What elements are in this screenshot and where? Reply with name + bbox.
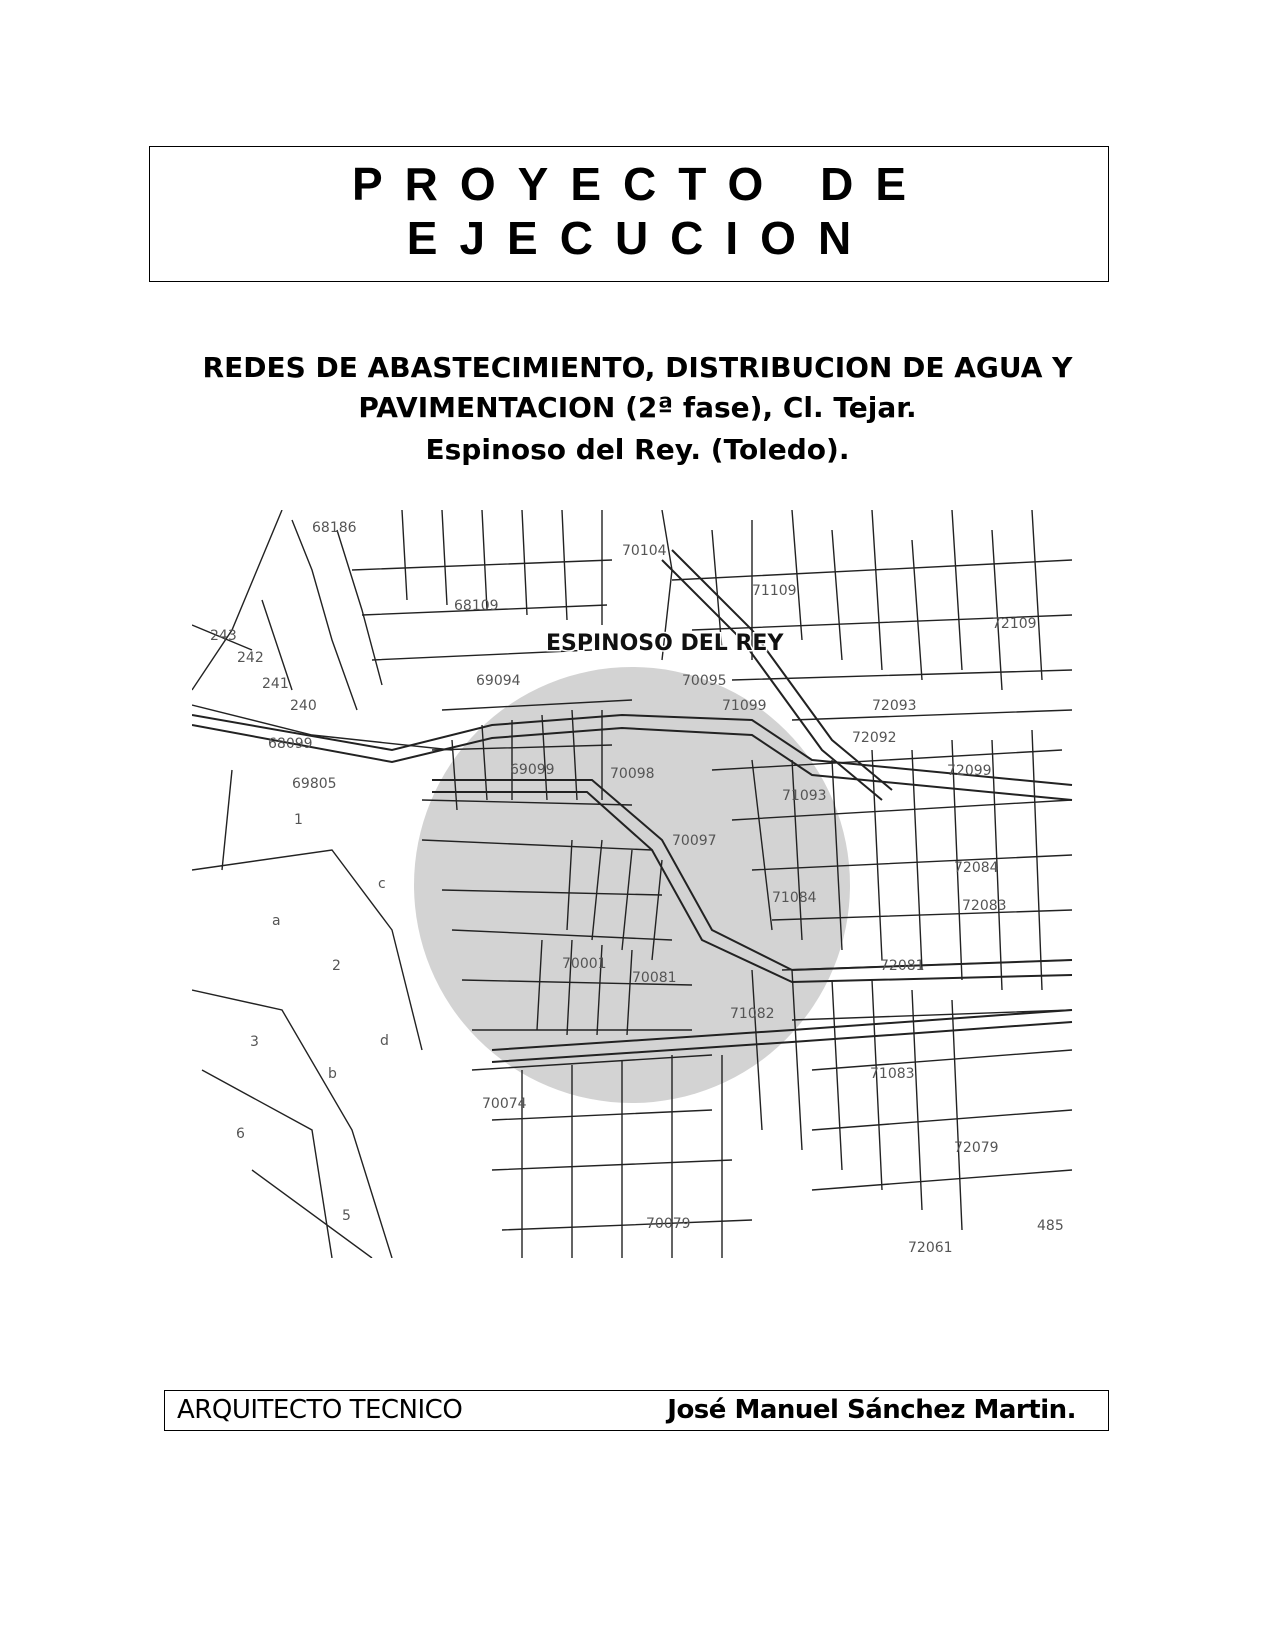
parcel-label: 70081 [632, 970, 677, 986]
parcel-label: 72081 [880, 958, 925, 974]
parcel-label: 240 [290, 698, 317, 714]
parcel-label: 69805 [292, 776, 337, 792]
parcel-label: 71109 [752, 583, 797, 599]
parcel-label: 70079 [646, 1216, 691, 1232]
parcel-label: 242 [237, 650, 264, 666]
title-box [149, 146, 1109, 282]
parcel-label: 68186 [312, 520, 357, 536]
parcel-label: 71093 [782, 788, 827, 804]
parcel-label: 71082 [730, 1006, 775, 1022]
parcel-label: 68109 [454, 598, 499, 614]
document-title: PROYECTO DE EJECUCION [352, 158, 928, 264]
parcel-label: 70095 [682, 673, 727, 689]
parcel-label: a [272, 913, 281, 929]
project-line-3: Espinoso del Rey. (Toledo). [425, 433, 850, 466]
project-line-1: REDES DE ABASTECIMIENTO, DISTRIBUCION DE AGUA Y [202, 351, 1073, 384]
parcel-label: 6 [236, 1126, 245, 1142]
parcel-label: 72079 [954, 1140, 999, 1156]
parcel-label: 72099 [947, 763, 992, 779]
parcel-label: 1 [294, 812, 303, 828]
parcel-label: 72092 [852, 730, 897, 746]
parcel-label: 72061 [908, 1240, 953, 1256]
parcel-label: 68099 [268, 736, 313, 752]
project-line-2: PAVIMENTACION (2ª fase), Cl. Tejar. [358, 391, 917, 424]
parcel-label: 70098 [610, 766, 655, 782]
parcel-label: 5 [342, 1208, 351, 1224]
parcel-label: 71083 [870, 1066, 915, 1082]
parcel-label: d [380, 1033, 389, 1049]
parcel-label: 70104 [622, 543, 667, 559]
map-svg [192, 510, 1080, 1258]
parcel-label: 69099 [510, 762, 555, 778]
parcel-label: b [328, 1066, 337, 1082]
parcel-label: 71099 [722, 698, 767, 714]
parcel-label: 72084 [954, 860, 999, 876]
author-name: José Manuel Sánchez Martin. [667, 1395, 1076, 1425]
parcel-label: 2 [332, 958, 341, 974]
parcel-label: 70001 [562, 956, 607, 972]
parcel-label: 485 [1037, 1218, 1064, 1234]
parcel-label: 72109 [992, 616, 1037, 632]
parcel-label: 72083 [962, 898, 1007, 914]
parcel-label: 241 [262, 676, 289, 692]
parcel-label: c [378, 876, 386, 892]
parcel-label: 69094 [476, 673, 521, 689]
parcel-label: 72093 [872, 698, 917, 714]
parcel-label: 243 [210, 628, 237, 644]
town-label: ESPINOSO DEL REY [546, 631, 784, 656]
project-area-highlight [414, 667, 850, 1103]
parcel-label: 3 [250, 1034, 259, 1050]
parcel-label: 70097 [672, 833, 717, 849]
parcel-label: 70074 [482, 1096, 527, 1112]
parcel-label: 71084 [772, 890, 817, 906]
author-box [164, 1390, 1109, 1431]
author-role: ARQUITECTO TECNICO [177, 1395, 463, 1425]
cadastral-map [192, 510, 1080, 1258]
